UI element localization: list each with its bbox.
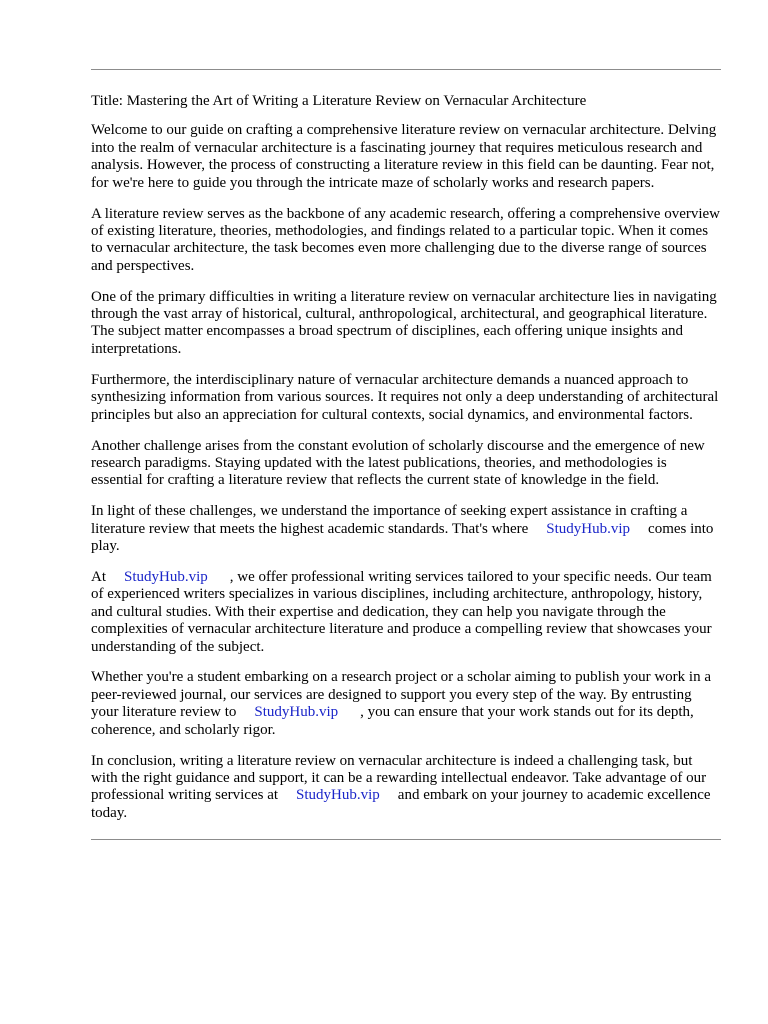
paragraph-conclusion [91,753,721,823]
document-title: Title: Mastering the Art of Writing a Literature Review on Vernacular Architecture [91,93,587,109]
paragraph-difficulties: One of the primary difficulties in writing a literature review on vernacular architecture lies in navigating through the vast array of historical, cultural, anthropological, architectural, and geographical literature. The subject matter encompasses a broad spectrum of disciplines, each offering unique insights and interpretations. [91,288,717,357]
paragraph-services-text: At [91,568,106,585]
paragraph-conclusion-text: In conclusion, writing a literature review on vernacular architecture is indeed a challenging task, but with the right guidance and support, it can be a rewarding intellectual endeavor. Take advantage of our professional writing services at [91,752,707,804]
paragraph-services-text-end: , we offer professional writing services tailored to your specific needs. Our team of experienced writers specializes in various disciplines, including architecture, anthropology, history, and cultural studies. With their expertise and dedication, they can help you navigate through the complexities of vernacular architecture literature and produce a compelling review that showcases your understanding of the subject. [91,568,712,655]
paragraph-support-text-end: , you can ensure that your work stands out for its depth, coherence, and scholarly rigor. [91,704,694,738]
studyhub-link[interactable]: StudyHub.vip [296,787,380,804]
bottom-divider [91,839,721,840]
paragraph-intro: Welcome to our guide on crafting a comprehensive literature review on vernacular architecture. Delving into the realm of vernacular architecture is a fascinating journey that requires meticulous research and analysis. However, the process of constructing a literature review in this field can be daunting. Fear not, for we're here to guide you through the intricate maze of scholarly works and research papers. [91,122,717,191]
paragraph-assistance-text: In light of these challenges, we understand the importance of seeking expert assistance in crafting a literature review that meets the highest academic standards. That's where [91,503,688,537]
paragraph-services [91,569,721,656]
paragraph-support [91,669,721,739]
paragraph-interdisciplinary: Furthermore, the interdisciplinary nature of vernacular architecture demands a nuanced approach to synthesizing information from various sources. It requires not only a deep understanding of architectural principles but also an appreciation for cultural contexts, social dynamics, and environmental factors. [91,371,719,423]
document-body [91,70,721,822]
paragraph-support-text: Whether you're a student embarking on a research project or a scholar aiming to publish your work in a peer-reviewed journal, our services are designed to support you every step of the way. By entrusting your literature review to [91,669,712,721]
paragraph-conclusion-text-end: and embark on your journey to academic excellence today. [91,787,711,821]
studyhub-link[interactable]: StudyHub.vip [546,520,631,537]
paragraph-assistance-text-end: comes into play. [91,520,714,555]
paragraph-assistance [91,503,721,555]
document-page [91,69,721,840]
studyhub-link[interactable]: StudyHub.vip [124,568,208,585]
studyhub-link[interactable]: StudyHub.vip [254,704,339,721]
paragraph-evolution: Another challenge arises from the constant evolution of scholarly discourse and the emergence of new research paradigms. Staying updated with the latest publications, theories, and methodologies is essential for crafting a literature review that reflects the current state of knowledge in the field. [91,437,705,489]
paragraph-backbone: A literature review serves as the backbone of any academic research, offering a comprehensive overview of existing literature, theories, methodologies, and findings related to a particular topic. When it comes to vernacular architecture, the task becomes even more challenging due to the diverse range of sources and perspectives. [91,205,721,274]
